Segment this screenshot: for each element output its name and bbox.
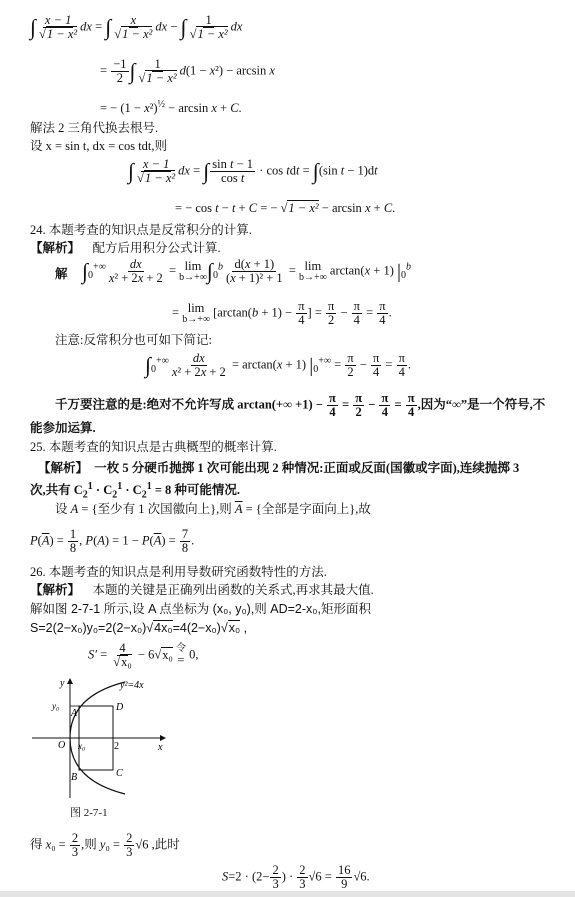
label-tick-2: 2 xyxy=(114,741,119,752)
eq-23-line3: = − $(1 - x^2)^{\frac{1}{2}} - \arcsin x + C$. xyxy=(100,99,242,116)
q25-heading: 25. 本题考查的知识点是古典概型的概率计算. xyxy=(30,440,277,454)
label-curve: y²=4x xyxy=(120,680,144,691)
eq-24-line2: = lim b→+∞ [arctan(b + 1) − $\frac{\pi}{4}$ ] = $\frac{\pi}{2}$ − $\frac{\pi}{4}$ = $\frac{\pi}{4}$ . xyxy=(172,299,392,328)
method2-label: 解法 2 三角代换去根号. xyxy=(30,121,159,135)
label-y-axis: y xyxy=(60,678,65,689)
label-x-axis: x xyxy=(158,742,163,753)
eq-24-line3: $\int_0^{+\infty}$ $\frac{dx}{\text{x² + 2x + 2}}$ = arctan(x + 1) $|_0^{+\infty}$ = $\frac{\pi}{2}$ − $\frac{\pi}{4}$ = $\frac{\pi}{4}$ . xyxy=(145,351,412,380)
q25-line2: 次,共有 $C_2^1 \cdot C_2^1 \cdot C_2^1 = 8$ 种可能情况. xyxy=(30,481,241,501)
label-tick-x0: x₀ xyxy=(78,741,86,751)
eq-23-line5: = − cos t − t + C = − √1 − x² − arcsin x + C. xyxy=(175,201,396,215)
eq-23-line1: ∫ $\frac{x - 1}{\text{√1 − x²}}$ dx = ∫ $\frac{x}{\text{√1 − x²}}$ dx − ∫ $\frac{1}{\text{√1 − x²}}$ dx xyxy=(30,13,243,42)
q25-line3: 设 A = {至少有 1 次国徽向上},则 $\overline{A}$ = {全部是字面向上},故 xyxy=(55,502,371,516)
label-origin: O xyxy=(58,740,66,751)
analysis-text: 配方后用积分公式计算. xyxy=(92,241,221,255)
label-tick-y0: y₀ xyxy=(52,701,60,711)
label-point-b: B xyxy=(71,772,78,783)
warning-line-cont: 能参加运算. xyxy=(30,421,96,435)
label-point-c: C xyxy=(116,768,123,779)
q26-analysis: 【解析】 本题的关键是正确列出函数的关系式,再求其最大值. xyxy=(30,583,374,597)
q26-line2: S=2(2−x₀)y₀=2(2−x₀)√4x₀=4(2−x₀)√x₀ , xyxy=(30,621,248,635)
note-line: 注意:反常积分也可如下简记: xyxy=(55,333,212,347)
analysis-tag: 【解析】 xyxy=(30,583,81,597)
q26-line3: S′ = $\frac{4}{\text{√x₀}}$ − 6√x₀ 令 = 0, xyxy=(88,641,199,670)
y-axis-arrow xyxy=(67,678,73,684)
q26-line4: 得 x₀ = $\frac{2}{3}$ ,则 y₀ = $\frac{2}{3}$ √6 ,此时 xyxy=(30,831,180,860)
label-point-a: A xyxy=(71,708,78,719)
q24-heading: 24. 本题考查的知识点是反常积分的计算. xyxy=(30,223,252,237)
figure-parabola-rectangle xyxy=(30,676,180,801)
q24-analysis xyxy=(30,242,221,255)
analysis-tag: 【解析】 xyxy=(38,461,89,475)
eq-23-line4: ∫ $\frac{x - 1}{\text{√1 − x²}}$ dx = ∫ $\frac{\text{sin t − 1}}{\text{cos t}}$ · cos tdt = ∫(sin t − 1)dt xyxy=(128,157,378,186)
q26-line1: 解如图 2-7-1 所示,设 A 点坐标为 (x₀, y₀),则 AD=2-x₀,矩形面积 xyxy=(30,602,371,616)
q26-heading: 26. 本题考查的知识点是利用导数研究函数特性的方法. xyxy=(30,565,327,579)
warning-line: 千万要注意的是:绝对不允许写成 arctan(+∞ +1) − $\frac{\pi}{4}$ = $\frac{\pi}{2}$ − $\frac{\pi}{4}$ = $\frac{\pi}{4}$ ,因为“∞”是一个符号,不 xyxy=(55,391,546,420)
substitution-line: 设 x = sin t, dx = cos tdt,则 xyxy=(30,139,168,153)
figure-caption: 图 2-7-1 xyxy=(70,807,108,819)
eq-23-line2: = $\frac{-1}{2}$ ∫ $\frac{1}{\text{√1 − x²}}$ d(1 − x²) − arcsin x xyxy=(100,57,275,86)
q25-line1: 【解析】 一枚 5 分硬币抛掷 1 次可能出现 2 种情况:正面或反面(国徽或字面),连续抛掷 3 xyxy=(38,461,520,475)
analysis-tag: 【解析】 xyxy=(30,241,81,255)
q26-line5: S=2 · (2− $\frac{2}{3}$ ) · $\frac{2}{3}$ √6 = $\frac{16}{9}$ √6. xyxy=(222,863,370,892)
jie-label: 解 xyxy=(55,267,68,281)
x-axis-arrow xyxy=(160,735,166,741)
q25-line4: $P(\overline{A})$ = $\frac{1}{8}$ , $P(A) = 1 - P(\overline{A})$ = $\frac{7}{8}$ . xyxy=(30,527,195,556)
eq-24-line1: $\int_0^{+\infty}$ $\frac{dx}{\text{x² + 2x + 2}}$ = lim b→+∞ $\int_0^b$ $\frac{d(x + 1)}{\text{(x + 1)² + 1}}$ = lim b→+∞ arctan(x + 1) $|_0^b$ xyxy=(82,257,412,286)
label-point-d: D xyxy=(116,702,124,713)
page-bottom-bar xyxy=(0,891,575,897)
